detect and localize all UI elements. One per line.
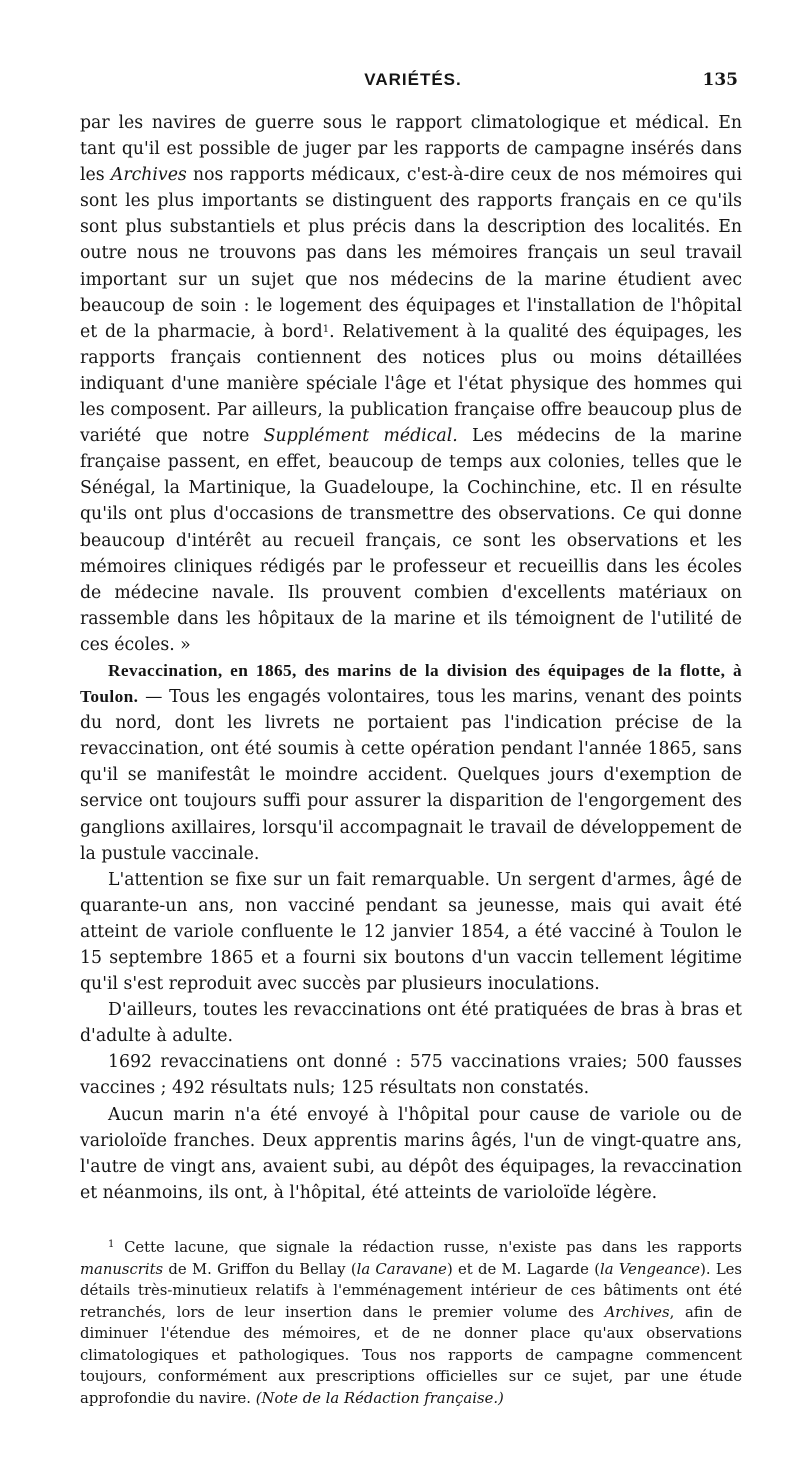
text-run: par les navires de guerre sous le rapport climatologique et médical. En tant qu'il est possible de juger par les rapports de campagne insérés dans les [80,113,742,186]
text-run: Les médecins de la marine française passent, en effet, beaucoup de temps aux colonies, telles que le Sénégal, la Martinique, la Guadeloupe, la Cochinchine, etc. Il en résulte qu'ils ont plus d'occasions de transmettre des observations. Ce qui donne beaucoup d'intérêt au recueil français, ce sont les observations et les mémoires cliniques rédigés par le professeur et recueillis dans les écoles de médecine navale. Ils prouvent combien d'excellents matériaux on rassemble dans les hôpitaux de la marine et ils témoignent de l'utilité de ces écoles. » [80,426,743,655]
text-run: , afin de diminuer l'étendue des mémoires, et de ne donner place qu'aux observations climatologiques et pathologiques. Tous nos rapports de campagne commencent toujours, conformément aux prescriptions officielles sur ce sujet, par une étude approfondie du navire. [80,1303,743,1407]
page-number: 135 [702,70,738,90]
page-header [88,70,738,100]
text-run: . Relativement à la qualité des équipages, les rapports français contiennent des notices plus ou moins détaillées indiquant d'une manière spéciale l'âge et l'état physique des hommes qui les composent. Par ailleurs, la publication française offre beaucoup plus de variété que notre [80,321,742,447]
running-title: VARIÉTÉS. [364,70,462,89]
paragraph-continuation [80,110,742,658]
supplement-title: Supplément médical. [263,426,458,447]
text-run: nos rapports médicaux, c'est-à-dire ceux de nos mémoires qui sont les plus importants se distinguent des rapports français en ce qu'ils sont plus substantiels et plus précis dans la description des localités. En outre nous ne trouvons pas dans les mémoires français un seul travail important sur un sujet que nos médecins de la marine étudient avec beaucoup de soin : le logement des équipages et l'installation de l'hôpital et de la pharmacie, à bord [80,165,742,342]
footnote-text [80,1237,742,1409]
paragraph-bras: D'ailleurs, toutes les revaccinations ont été pratiquées de bras à bras et d'adulte à adulte. [80,1000,742,1047]
archives-title: Archives [110,165,187,186]
paragraph-hopital: Aucun marin n'a été envoyé à l'hôpital pour cause de variole ou de varioloïde franches. Deux apprentis marins âgés, l'un de vingt-quatre ans, l'autre de vingt ans, avaient subi, au dépôt des équipages, la revaccination et néanmoins, ils ont, à l'hôpital, été atteints de varioloïde légère. [80,1104,742,1203]
archives-title: Archives [604,1303,670,1321]
ship-name: la Vengeance [599,1260,701,1278]
paragraph-sergent: L'attention se fixe sur un fait remarquable. Un sergent d'armes, âgé de quarante-un ans, non vacciné pendant sa jeunesse, mais qui avait été atteint de variole confluente le 12 janvier 1854, a été vacciné à Toulon le 15 septembre 1865 et a fourni six boutons d'un vaccin tellement légitime qu'il s'est reproduit avec succès par plusieurs inoculations. [80,869,742,995]
section-heading: Revaccination, en 1865, des marins de la division des équipages de la flotte, à Toulon. [80,660,742,707]
footnote [80,1237,742,1409]
paragraph-revaccination [80,658,742,867]
footnote-marker: 1 [108,1239,115,1250]
note-attribution: (Note de la Rédaction française.) [255,1389,504,1407]
text-run: Cette lacune, que signale la rédaction russe, n'existe pas dans les rapports [114,1239,742,1256]
paragraph-statistics: 1692 revaccinatiens ont donné : 575 vaccinations vraies; 500 fausses vaccines ; 492 résultats nuls; 125 résultats non constatés. [80,1052,742,1099]
italic-run: manuscrits [80,1260,164,1278]
text-run: ) et de M. Lagarde ( [446,1260,600,1278]
footnote-ref: 1 [322,323,330,335]
ship-name: la Caravane [356,1260,447,1278]
text-run: de M. Griffon du Bellay ( [163,1260,357,1278]
text-run: — Tous les engagés volontaires, tous les marins, venant des points du nord, dont les livrets ne portaient pas l'indication précise de la revaccination, ont été soumis à cette opération pendant l'année 1865, sans qu'il se manifestât le moindre accident. Quelques jours d'exemption de service ont toujours suffi pour assurer la disparition de l'engorgement des ganglions axillaires, lorsqu'il accompagnait le travail de développement de la pustule vaccinale. [80,687,742,864]
text-run: ). Les détails très-minutieux relatifs à l'emménagement intérieur de ces bâtiments ont été retranchés, lors de leur insertion dans le premier volume des [80,1260,743,1321]
main-text [80,110,742,1206]
